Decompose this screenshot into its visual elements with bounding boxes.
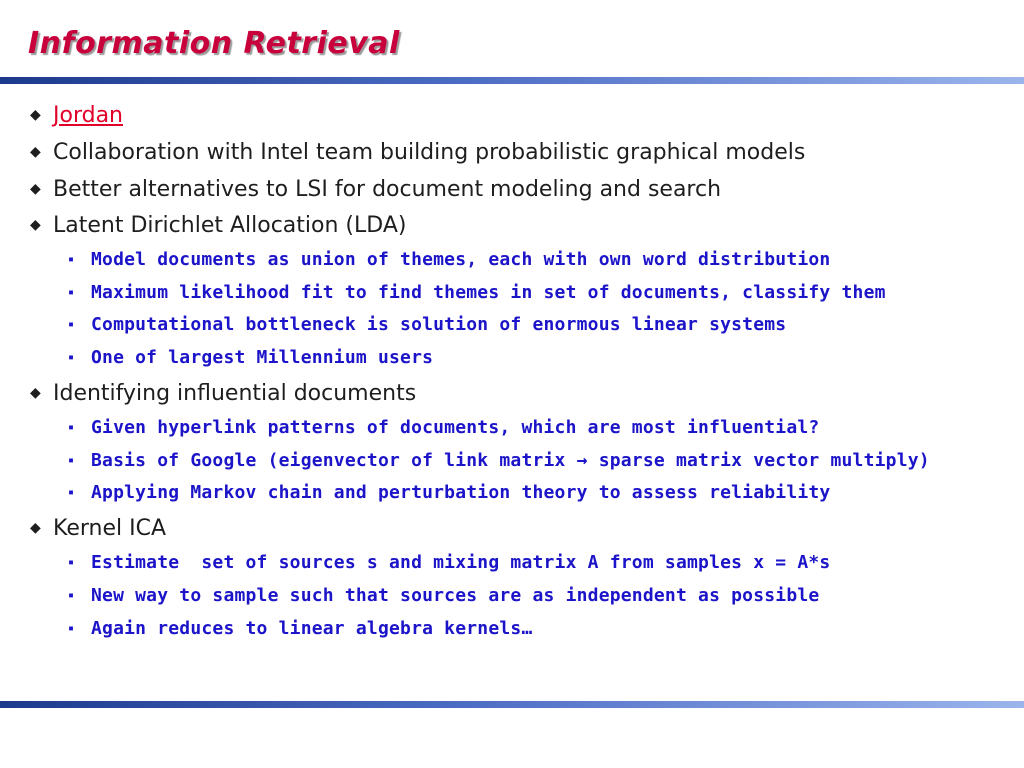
sub-bullet-item <box>68 583 819 609</box>
bullet-item <box>30 513 166 544</box>
square-bullet-icon: ▪ <box>68 557 75 568</box>
bullet-item <box>30 137 805 168</box>
sub-bullet-text: Applying Markov chain and perturbation theory to assess reliability <box>91 482 831 503</box>
diamond-bullet-icon: ◆ <box>30 107 41 123</box>
bottom-divider <box>0 701 1024 708</box>
square-bullet-icon: ▪ <box>68 254 75 265</box>
bullet-text: Kernel ICA <box>53 516 167 541</box>
diamond-bullet-icon: ◆ <box>30 181 41 197</box>
sub-bullet-item <box>68 312 786 338</box>
square-bullet-icon: ▪ <box>68 455 75 466</box>
square-bullet-icon: ▪ <box>68 352 75 363</box>
sub-bullet-item <box>68 480 830 506</box>
bullet-text: Collaboration with Intel team building probabilistic graphical models <box>53 140 806 165</box>
bullet-item <box>30 378 416 409</box>
sub-bullet-item <box>68 345 433 371</box>
square-bullet-icon: ▪ <box>68 487 75 498</box>
bullet-item <box>30 210 406 241</box>
square-bullet-icon: ▪ <box>68 287 75 298</box>
diamond-bullet-icon: ◆ <box>30 520 41 536</box>
bullet-text: Latent Dirichlet Allocation (LDA) <box>53 213 407 238</box>
bullet-item[interactable] <box>30 100 123 131</box>
sub-bullet-text: New way to sample such that sources are as independent as possible <box>91 585 820 606</box>
diamond-bullet-icon: ◆ <box>30 144 41 160</box>
bullet-text: Better alternatives to LSI for document modeling and search <box>53 177 722 202</box>
bullet-item <box>30 174 721 205</box>
sub-bullet-text: Again reduces to linear algebra kernels… <box>91 618 533 639</box>
sub-bullet-text: Basis of Google (eigenvector of link matrix → sparse matrix vector multiply) <box>91 450 930 471</box>
jordan-link[interactable]: Jordan <box>53 103 123 128</box>
sub-bullet-text: Estimate set of sources s and mixing matrix A from samples x = A*s <box>91 552 831 573</box>
sub-bullet-text: Maximum likelihood fit to find themes in set of documents, classify them <box>91 282 886 303</box>
sub-bullet-item <box>68 415 819 441</box>
sub-bullet-text: Computational bottleneck is solution of enormous linear systems <box>91 314 787 335</box>
square-bullet-icon: ▪ <box>68 319 75 330</box>
diamond-bullet-icon: ◆ <box>30 385 41 401</box>
sub-bullet-text: One of largest Millennium users <box>91 347 434 368</box>
sub-bullet-item <box>68 280 886 306</box>
slide-title: Information Retrieval <box>28 26 400 61</box>
square-bullet-icon: ▪ <box>68 623 75 634</box>
sub-bullet-item <box>68 247 830 273</box>
square-bullet-icon: ▪ <box>68 590 75 601</box>
diamond-bullet-icon: ◆ <box>30 217 41 233</box>
sub-bullet-item <box>68 448 930 474</box>
bullet-text: Identifying influential documents <box>53 381 417 406</box>
sub-bullet-text: Given hyperlink patterns of documents, which are most influential? <box>91 417 820 438</box>
sub-bullet-item <box>68 616 532 642</box>
sub-bullet-text: Model documents as union of themes, each with own word distribution <box>91 249 831 270</box>
square-bullet-icon: ▪ <box>68 422 75 433</box>
sub-bullet-item <box>68 550 830 576</box>
